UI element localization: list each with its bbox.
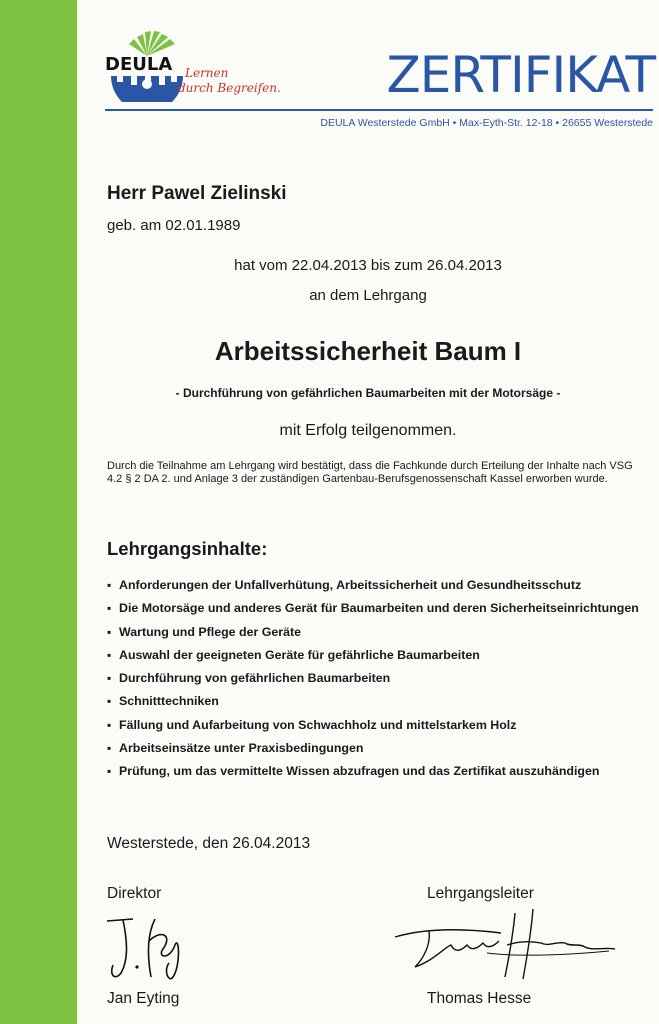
signatory-role-course-leader: Lehrgangsleiter [427, 885, 534, 902]
director-signature [103, 915, 193, 987]
certificate-page [77, 0, 659, 1024]
list-item: ▪ Durchführung von gefährlichen Baumarbeiten [107, 671, 639, 694]
course-title: Arbeitssicherheit Baum I [214, 336, 522, 366]
course-subtitle: - Durchführung von gefährlichen Baumarbeiten mit der Motorsäge - [175, 386, 561, 400]
svg-text:durch Begreifen.: durch Begreifen. [178, 81, 281, 95]
contents-list [107, 578, 639, 788]
deula-logo [105, 22, 290, 102]
header-divider [105, 109, 653, 111]
course-leader-signature [389, 905, 619, 985]
participant-name: Herr Pawel Zielinski [107, 183, 287, 204]
issuer-address: DEULA Westerstede GmbH • Max-Eyth-Str. 12-18 • 26655 Westerstede [320, 117, 653, 129]
participant-birthdate: geb. am 02.01.1989 [107, 217, 241, 234]
list-item: ▪ Prüfung, um das vermittelte Wissen abzufragen und das Zertifikat auszuhändigen [107, 764, 639, 787]
certificate-title: ZERTIFIKAT [386, 46, 655, 104]
list-item: ▪ Wartung und Pflege der Geräte [107, 625, 639, 648]
svg-text:Lernen: Lernen [185, 66, 229, 80]
place-and-date: Westerstede, den 26.04.2013 [107, 835, 311, 852]
list-item: ▪ Fällung und Aufarbeitung von Schwachholz und mittelstarkem Holz [107, 718, 639, 741]
course-period: hat vom 22.04.2013 bis zum 26.04.2013 [234, 257, 502, 274]
signatory-role-director: Direktor [107, 885, 162, 902]
result-statement: mit Erfolg teilgenommen. [279, 422, 457, 439]
list-item: ▪ Anforderungen der Unfallverhütung, Arbeitssicherheit und Gesundheitsschutz [107, 578, 639, 601]
confirmation-text: Durch die Teilnahme am Lehrgang wird bestätigt, dass die Fachkunde durch Erteilung der Inhalte nach VSG 4.2 § 2 DA 2. und Anlage 3 der zuständigen Gartenbau-Berufsgenossenschaft Kassel erworben wurde. [107, 460, 633, 485]
course-leader-name: Thomas Hesse [427, 990, 532, 1007]
list-item: ▪ Die Motorsäge und anderes Gerät für Baumarbeiten und deren Sicherheitseinrichtungen [107, 601, 639, 624]
director-name: Jan Eyting [107, 990, 180, 1007]
svg-text:DEULA: DEULA [105, 54, 173, 75]
contents-heading: Lehrgangsinhalte: [107, 538, 268, 559]
green-side-bar [0, 0, 77, 1024]
list-item: ▪ Arbeitseinsätze unter Praxisbedingungen [107, 741, 639, 764]
list-item: ▪ Auswahl der geeigneten Geräte für gefährliche Baumarbeiten [107, 648, 639, 671]
course-intro: an dem Lehrgang [309, 287, 427, 304]
list-item: ▪ Schnitttechniken [107, 694, 639, 717]
